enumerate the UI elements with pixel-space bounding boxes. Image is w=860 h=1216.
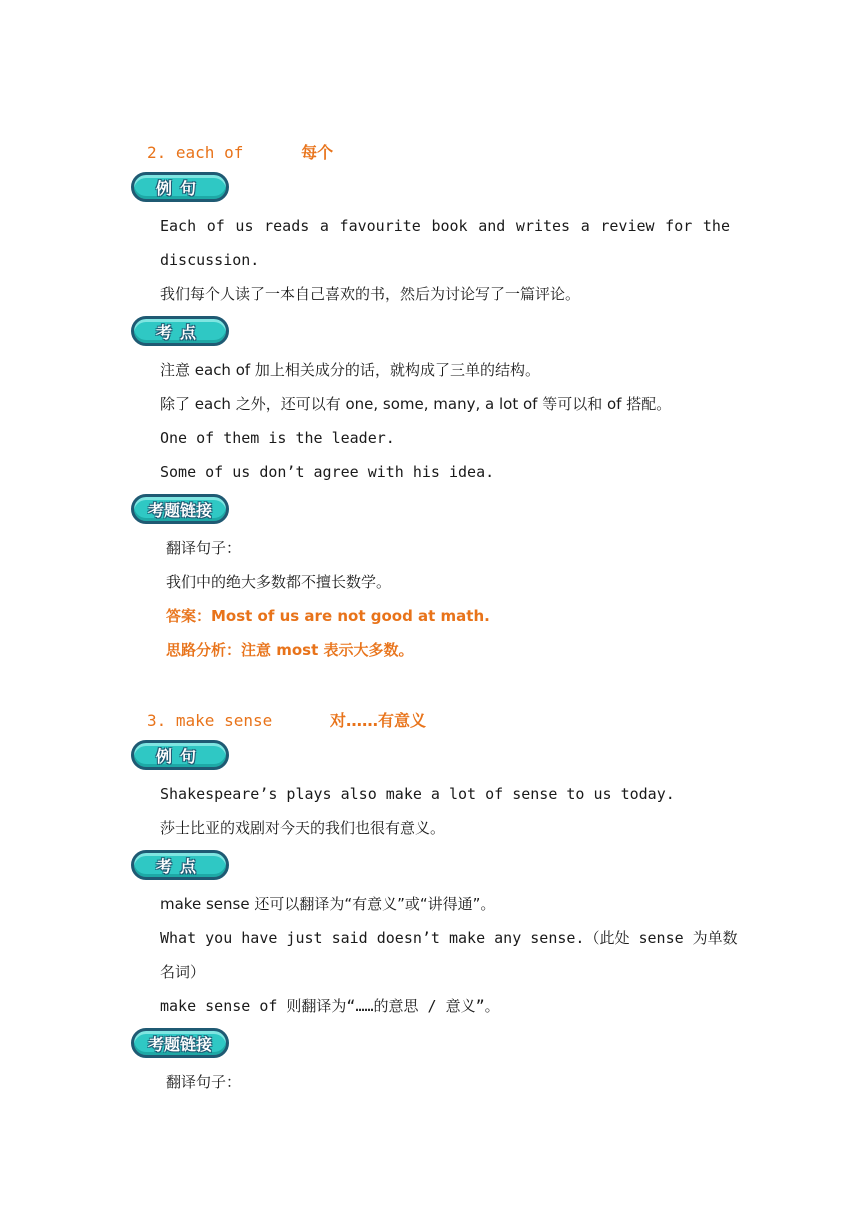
section-heading-en: 2. each of [147,143,244,162]
point-line: 除了 each 之外，还可以有 one, some, many, a lot of 等可以和 of 搭配。 [160,395,672,413]
example-badge [131,740,229,770]
exam-link-badge-label: 考题链接 [147,1034,212,1054]
section-heading-cn: 每个 [301,143,334,162]
example-badge-label: 例句 [155,746,204,766]
section-heading-cn: 对……有意义 [330,711,427,730]
point-badge [131,316,229,346]
point-badge-label: 考点 [155,322,204,342]
point-line: Some of us don’t agree with his idea. [160,463,495,481]
exam-analysis: 思路分析：注意 most 表示大多数。 [166,641,414,659]
exam-prompt: 翻译句子： [166,1073,242,1091]
section-heading-en: 3. make sense [147,711,273,730]
point-line: make sense 还可以翻译为“有意义”或“讲得通”。 [160,895,496,913]
exam-prompt: 翻译句子： [166,539,242,557]
exam-link-badge [131,494,229,524]
example-badge-label: 例句 [155,178,204,198]
example-translation: 莎士比亚的戏剧对今天的我们也很有意义。 [160,819,446,837]
point-line: 名词） [160,963,206,981]
example-badge [131,172,229,202]
point-badge-label: 考点 [155,856,204,876]
point-line: What you have just said doesn’t make any sense.（此处 sense 为单数 [160,929,738,947]
section-heading [147,140,333,163]
exam-answer: 答案：Most of us are not good at math. [166,607,490,625]
point-line: One of them is the leader. [160,429,395,447]
section-heading [147,708,426,731]
example-line: Shakespeare’s plays also make a lot of sense to us today. [160,785,675,803]
example-line: discussion. [160,251,260,269]
exam-link-badge [131,1028,229,1058]
example-translation: 我们每个人读了一本自己喜欢的书，然后为讨论写了一篇评论。 [160,285,581,303]
point-line: make sense of 则翻译为“……的意思 / 意义”。 [160,997,500,1015]
point-badge [131,850,229,880]
exam-question: 我们中的绝大多数都不擅长数学。 [166,573,392,591]
example-line: Each of us reads a favourite book and writes a review for the [160,217,730,235]
point-line: 注意 each of 加上相关成分的话，就构成了三单的结构。 [160,361,540,379]
exam-link-badge-label: 考题链接 [147,500,212,520]
